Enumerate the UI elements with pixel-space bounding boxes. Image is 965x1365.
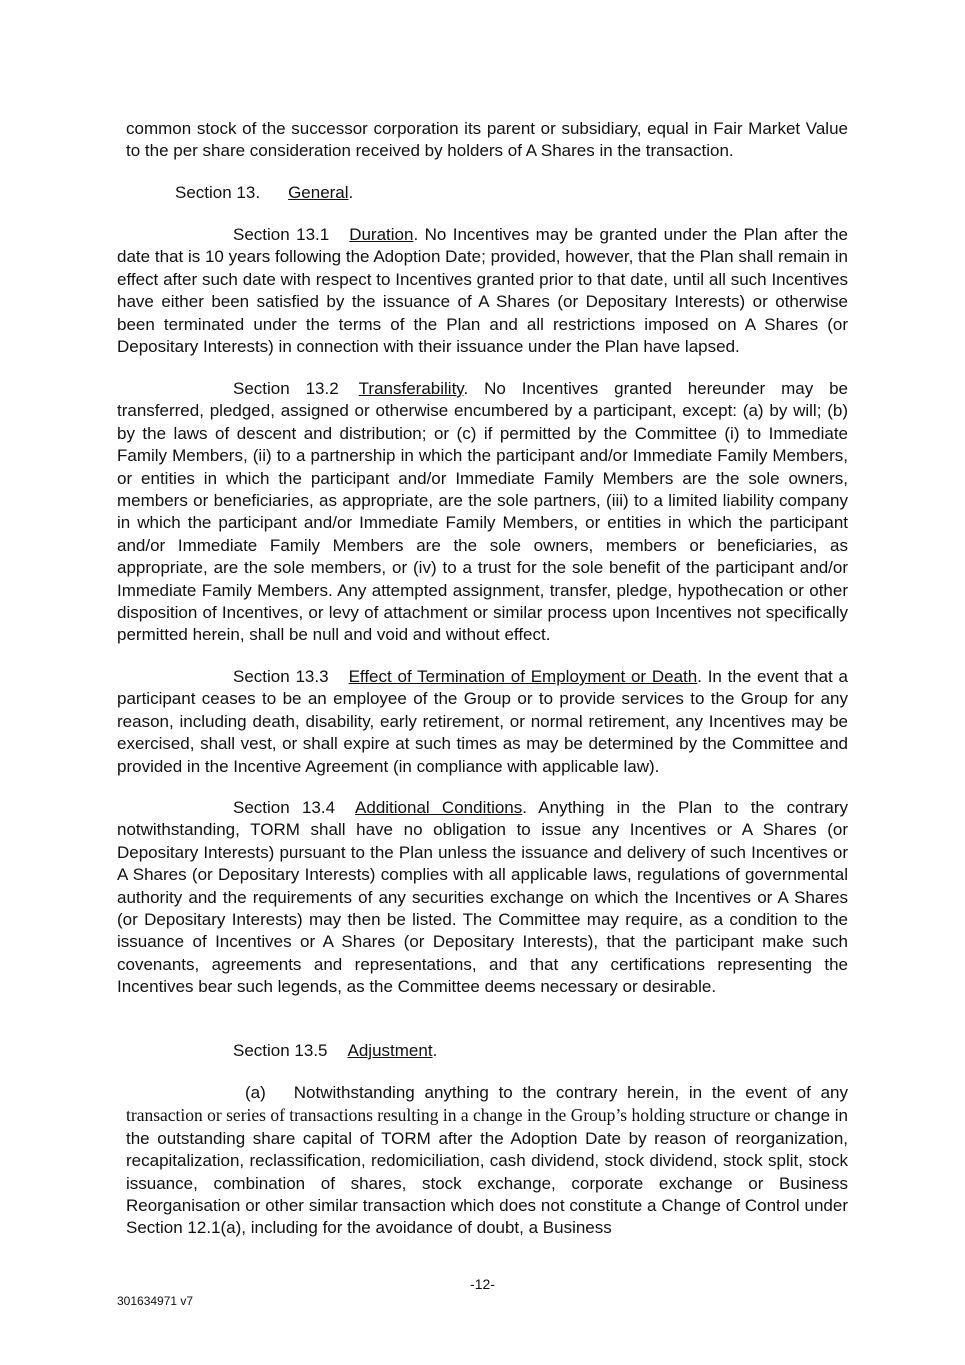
clause-rest: change in the outstanding share capital of TORM after the Adoption Date by reason of reorganization, recapitalization, reclassification, redomiciliation, cash dividend, stock dividend, stock split, stock issuance, combination of shares, stock exchange, corporate exchange or Business Reorganisation or other similar transaction which does not constitute a Change of Control under Section 12.1(a), including for the avoidance of doubt, a Business xyxy=(126,1106,848,1238)
clause-line-1: Notwithstanding anything to the contrary herein, in the event of any xyxy=(293,1083,848,1102)
clause-label: (a) xyxy=(245,1083,266,1102)
section-number: Section 13.2 xyxy=(233,379,339,398)
page-number: -12- xyxy=(470,1276,495,1292)
section-13-3-paragraph xyxy=(117,666,848,778)
section-number: Section 13.5 xyxy=(233,1041,328,1060)
section-number: Section 13.1 xyxy=(233,225,330,244)
clause-line-2: transaction or series of transactions resulting in a change in the Group’s holding structure or xyxy=(126,1105,770,1126)
section-number: Section 13. xyxy=(175,183,261,202)
section-trail: . xyxy=(348,183,354,202)
section-body: . Anything in the Plan to the contrary notwithstanding, TORM shall have no obligation to issue any Incentives or A Shares (or Depositary Interests) pursuant to the Plan unless the issuance and delivery of such Incentives or A Shares (or Depositary Interests) complies with all applicable laws, regulations of governmental authority and the requirements of any securities exchange on which the Incentives or A Shares (or Depositary Interests) may then be listed. The Committee may require, as a condition to the issuance of Incentives or A Shares (or Depositary Interests), that the participant make such covenants, agreements and representations, and that any certifications representing the Incentives bear such legends, as the Committee deems necessary or desirable. xyxy=(117,798,848,997)
section-13-5-heading xyxy=(233,1040,437,1062)
section-trail: . xyxy=(432,1041,438,1060)
section-body: . In the event that a participant ceases to be an employee of the Group or to provide services to the Group for any reason, including death, disability, early retirement, or normal retirement, any Incentives may be exercised, shall vest, or shall expire at such times as may be determined by the Committee and provided in the Incentive Agreement (in compliance with applicable law). xyxy=(117,667,848,776)
section-13-2-paragraph xyxy=(117,378,848,647)
section-title: Transferability xyxy=(358,379,464,398)
section-body: . No Incentives may be granted under the Plan after the date that is 10 years following the Adoption Date; provided, however, that the Plan shall remain in effect after such date with respect to Incentives granted prior to that date, until all such Incentives have either been satisfied by the issuance of A Shares (or Depositary Interests) or otherwise been terminated under the terms of the Plan and all restrictions imposed on A Shares (or Depositary Interests) in connection with their issuance under the Plan have lapsed. xyxy=(117,225,848,357)
section-13-5-a-paragraph xyxy=(126,1082,848,1240)
section-13-1-paragraph xyxy=(117,224,848,358)
section-title: Effect of Termination of Employment or Death xyxy=(348,667,698,686)
document-id: 301634971 v7 xyxy=(117,1294,194,1308)
section-number: Section 13.3 xyxy=(233,667,329,686)
section-title: General xyxy=(288,183,349,202)
section-title: Adjustment xyxy=(347,1041,433,1060)
continuation-paragraph: common stock of the successor corporation its parent or subsidiary, equal in Fair Market Value to the per share consideration received by holders of A Shares in the transaction. xyxy=(126,119,848,161)
section-13-heading xyxy=(175,182,353,204)
section-title: Duration xyxy=(349,225,414,244)
section-13-4-paragraph xyxy=(117,797,848,999)
section-body: . No Incentives granted hereunder may be transferred, pledged, assigned or otherwise encumbered by a participant, except: (a) by will; (b) by the laws of descent and distribution; or (c) if permitted by the Committee (i) to Immediate Family Members, (ii) to a partnership in which the participant and/or Immediate Family Members, or entities in which the participant and/or Immediate Family Members are the sole owners, members or beneficiaries, as appropriate, are the sole partners, (iii) to a limited liability company in which the participant and/or Immediate Family Members, or entities in which the participant and/or Immediate Family Members are the sole owners, members or beneficiaries, as appropriate, are the sole members, or (iv) to a trust for the sole benefit of the participant and/or Immediate Family Members. Any attempted assignment, transfer, pledge, hypothecation or other disposition of Incentives, or levy of attachment or similar process upon Incentives not specifically permitted herein, shall be null and void and without effect. xyxy=(117,379,848,645)
section-title: Additional Conditions xyxy=(355,798,523,817)
section-number: Section 13.4 xyxy=(233,798,336,817)
